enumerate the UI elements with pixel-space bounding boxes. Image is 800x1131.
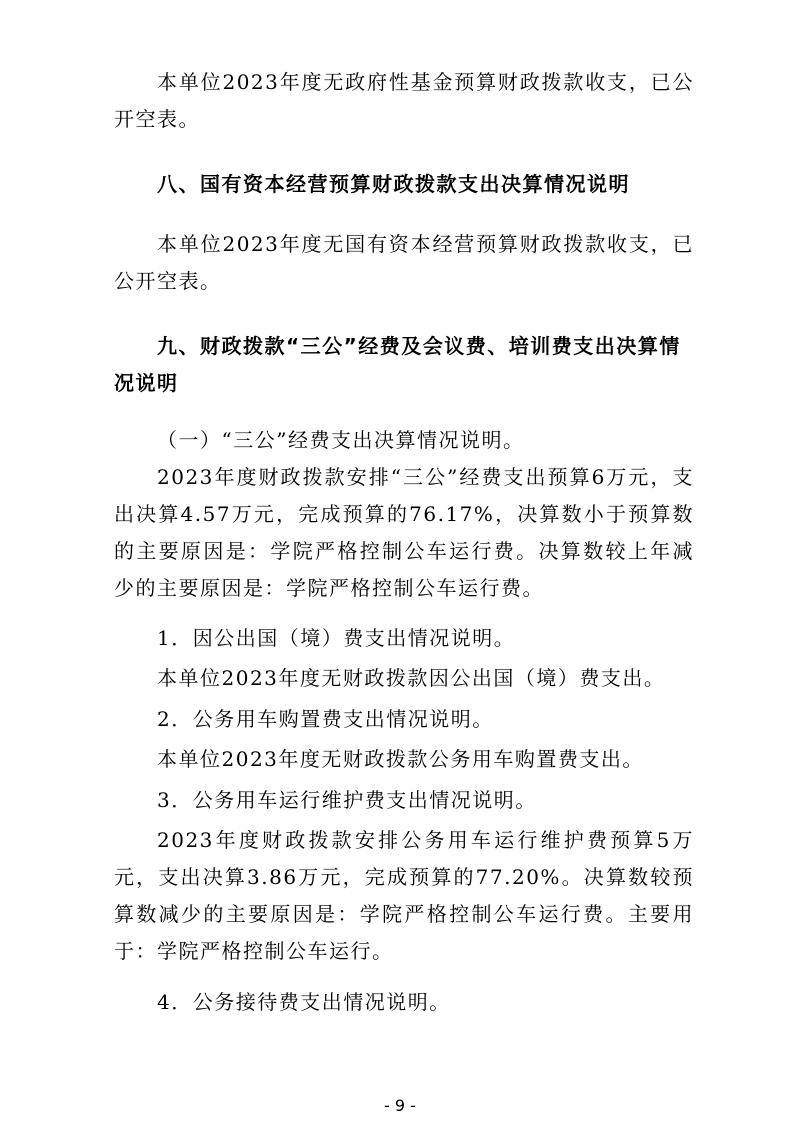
paragraph-government-fund: 本单位2023年度无政府性基金预算财政拨款收支，已公开空表。 [114, 70, 694, 131]
paragraph-vehicle-purchase: 本单位2023年度无财政拨款公务用车购置费支出。 [157, 747, 644, 771]
item-heading-vehicle-operation: 3．公务用车运行维护费支出情况说明。 [157, 788, 537, 812]
section-heading-8: 八、国有资本经营预算财政拨款支出决算情况说明 [157, 172, 630, 196]
item-heading-overseas: 1．因公出国（境）费支出情况说明。 [157, 626, 516, 650]
paragraph-vehicle-operation: 2023年度财政拨款安排公务用车运行维护费预算5万元，支出决算3.86万元，完成预算的77.20%。决算数较预算数减少的主要原因是：学院严格控制公车运行费。主要用于：学院严格控制公车运行。 [114, 828, 694, 963]
item-heading-reception: 4．公务接待费支出情况说明。 [157, 990, 451, 1014]
page-number: - 9 - [384, 1096, 416, 1115]
paragraph-three-public-summary: 2023年度财政拨款安排“三公”经费支出预算6万元，支出决算4.57万元，完成预算的76.17%，决算数小于预算数的主要原因是：学院严格控制公车运行费。决算数较上年减少的主要原因是：学院严格控制公车运行费。 [114, 465, 694, 600]
paragraph-overseas: 本单位2023年度无财政拨款因公出国（境）费支出。 [157, 666, 666, 690]
subheading-three-public: （一）“三公”经费支出决算情况说明。 [157, 428, 525, 452]
paragraph-state-capital: 本单位2023年度无国有资本经营预算财政拨款收支，已公开空表。 [114, 232, 694, 293]
section-heading-9: 九、财政拨款“三公”经费及会议费、培训费支出决算情况说明 [114, 334, 681, 395]
item-heading-vehicle-purchase: 2．公务用车购置费支出情况说明。 [157, 707, 494, 731]
